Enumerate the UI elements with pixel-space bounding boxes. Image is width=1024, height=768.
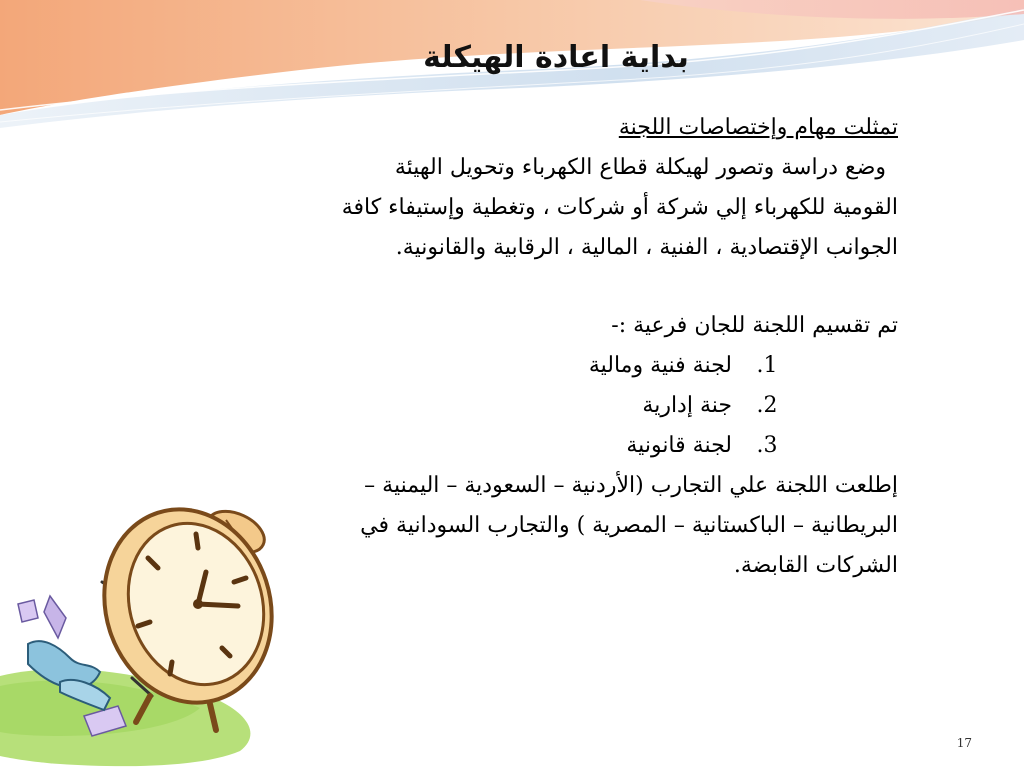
page-number: 17 [956,736,972,750]
list-item-label: جنة إدارية [642,393,732,418]
experience-line-1: إطلعت اللجنة علي التجارب (الأردنية – السعودية – اليمنية – [364,473,898,498]
spacer [228,268,898,306]
list-item [228,386,898,426]
list-item-number: 1. [756,353,778,378]
list-item-number: 3. [756,433,778,458]
list-item [228,346,898,386]
committee-tasks-heading: تمثلت مهام وإختصاصات اللجنة [618,115,898,140]
description-line-2: القومية للكهرباء إلي شركة أو شركات ، وتغطية وإستيفاء كافة [341,195,898,220]
subcommittees-intro: تم تقسيم اللجنة للجان فرعية :- [611,313,898,338]
experience-line-3: الشركات القابضة. [733,553,898,578]
description-line-1: وضع دراسة وتصور لهيكلة قطاع الكهرباء وتحويل الهيئة [394,155,886,180]
description-line-3: الجوانب الإقتصادية ، الفنية ، المالية ، الرقابية والقانونية. [395,235,898,260]
slide-title: بداية اعادة الهيكلة [423,40,689,75]
list-item [228,426,898,466]
list-item-number: 2. [756,393,778,418]
list-item-label: لجنة فنية ومالية [588,353,732,378]
subcommittee-list [228,346,898,466]
experience-line-2: البريطانية – الباكستانية – المصرية ) والتجارب السودانية في [360,513,898,538]
slide-body [228,108,898,586]
list-item-label: لجنة قانونية [626,433,732,458]
